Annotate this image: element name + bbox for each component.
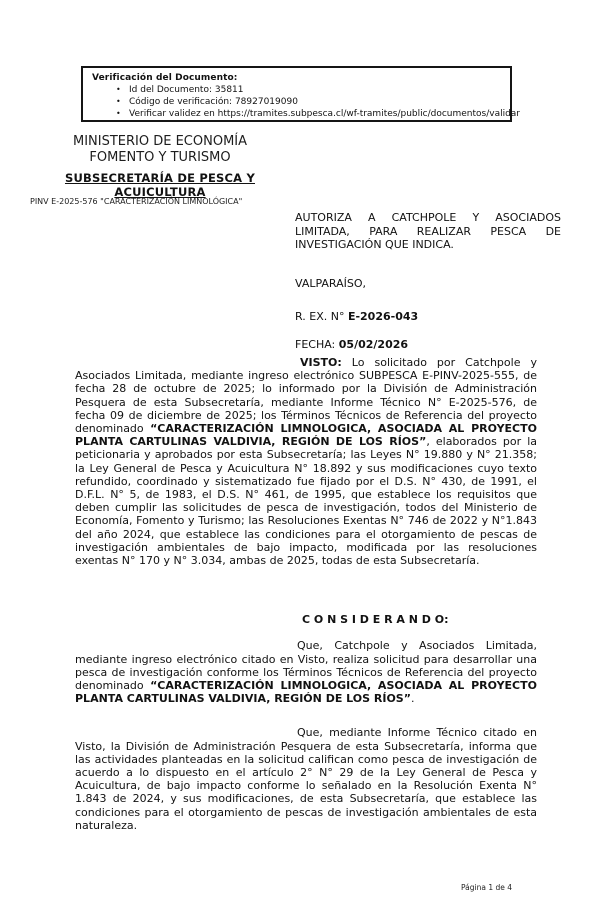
- subsecretaria-line2: ACUICULTURA: [114, 185, 206, 199]
- resolution-date: [295, 338, 408, 351]
- visto-label: VISTO:: [300, 356, 342, 369]
- subsecretaria-title: [60, 171, 260, 199]
- visto-text-2: , elaborados por la peticionaria y aprobados por esta Subsecretaría; las Leyes N° 19.880 y N° 21.358; la Ley General de Pesca y Acuicultura N° 18.892 y sus modificaciones cuyo texto refundido, coordinado y sistematizado fue fijado por el D.S. N° 430, de 1991, el D.F.L. N° 5, de 1983, el D.S. N° 461, de 1995, que establece los requisitos que deben cumplir las solicitudes de pesca de investigación, todos del Ministerio de Economía, Fomento y Turismo; las Resoluciones Exentas N° 746 de 2022 y N°1.843 del año 2024, que establece las condiciones para el otorgamiento de pescas de investigación ambientales de bajo impacto, modificada por las resoluciones exentas N° 170 y N° 3.034, ambas de 2025, todas de esta Subsecretaría.: [75, 435, 537, 568]
- bullet-icon: •: [116, 109, 121, 118]
- bullet-icon: •: [116, 97, 121, 106]
- resolution-date-label: FECHA:: [295, 338, 339, 351]
- resolution-number-value: E-2026-043: [347, 310, 419, 323]
- org-header: [40, 134, 280, 199]
- resolution-title: AUTORIZA A CATCHPOLE Y ASOCIADOS LIMITADA, PARA REALIZAR PESCA DE INVESTIGACIÓN QUE INDICA.: [295, 211, 561, 251]
- page-number: Página 1 de 4: [460, 883, 512, 892]
- ministry-name-line1: MINISTERIO DE ECONOMÍA: [72, 134, 248, 149]
- considerando-p1-text: Que, Catchpole y Asociados Limitada, mediante ingreso electrónico citado en Visto, realiza solicitud para desarrollar una pesca de investigación conforme los Términos Técnicos de Referencia del proyecto denominado: [75, 639, 537, 693]
- verification-item-text: Código de verificación: 78927019090: [129, 97, 298, 107]
- document-body: [75, 356, 537, 832]
- page-footer: [0, 883, 512, 892]
- visto-project-name: “CARACTERIZACIÓN LIMNOLOGICA, ASOCIADA AL PROYECTO PLANTA CARTULINAS VALDIVIA, REGIÓN DE LOS RÍOS”: [75, 422, 537, 449]
- considerando-paragraph-1: [75, 639, 537, 705]
- visto-text-1: Lo solicitado por Catchpole y Asociados Limitada, mediante ingreso electrónico SUBPESCA E-PINV-2025-555, de fecha 28 de octubre de 2025; lo informado por la División de Administración Pesquera de esta Subsecretaría, mediante Informe Técnico N° E-2025-576, de fecha 09 de diciembre de 2025; los Términos Técnicos de Referencia del proyecto denominado: [75, 356, 537, 436]
- bullet-icon: •: [116, 85, 121, 94]
- resolution-number: [295, 310, 418, 323]
- subsecretaria-line1: SUBSECRETARÍA DE PESCA Y: [64, 171, 255, 185]
- verification-list: [92, 84, 521, 120]
- verification-item-url: [92, 108, 521, 120]
- verification-item-text: Id del Documento: 35811: [129, 85, 244, 95]
- resolution-number-label: R. EX. N°: [295, 310, 348, 323]
- visto-paragraph: [75, 356, 537, 567]
- verification-url-text: Verificar validez en https://tramites.subpesca.cl/wf-tramites/public/documentos/validar: [129, 109, 521, 119]
- verification-title: Verificación del Documento:: [92, 73, 238, 83]
- considerando-p1-project-name: “CARACTERIZACIÓN LIMNOLOGICA, ASOCIADA AL PROYECTO PLANTA CARTULINAS VALDIVIA, REGIÓN DE LOS RÍOS”: [75, 679, 537, 706]
- verification-item-document-id: [92, 84, 504, 96]
- considerando-p1-end: .: [410, 692, 415, 706]
- considerando-heading: C O N S I D E R A N D O:: [302, 613, 449, 627]
- project-reference: PINV E-2025-576 "CARACTERIZACIÓN LIMNOLÓGICA": [30, 197, 243, 206]
- city-line: VALPARAÍSO,: [295, 277, 367, 290]
- verification-item-code: [92, 96, 504, 108]
- ministry-name-line2: FOMENTO Y TURISMO: [89, 149, 231, 165]
- verification-box: [81, 66, 521, 122]
- resolution-date-value: 05/02/2026: [338, 338, 409, 351]
- considerando-paragraph-2: Que, mediante Informe Técnico citado en Visto, la División de Administración Pesquera de esta Subsecretaría, informa que las actividades planteadas en la solicitud califican como pesca de investigación de acuerdo a lo dispuesto en el artículo 2° N° 29 de la Ley General de Pesca y Acuicultura, de bajo impacto conforme lo señalado en la Resolución Exenta N° 1.843 de 2024, y sus modificaciones, de esta Subsecretaría, que establece las condiciones para el otorgamiento de pescas de investigación ambientales de esta naturaleza.: [75, 726, 537, 832]
